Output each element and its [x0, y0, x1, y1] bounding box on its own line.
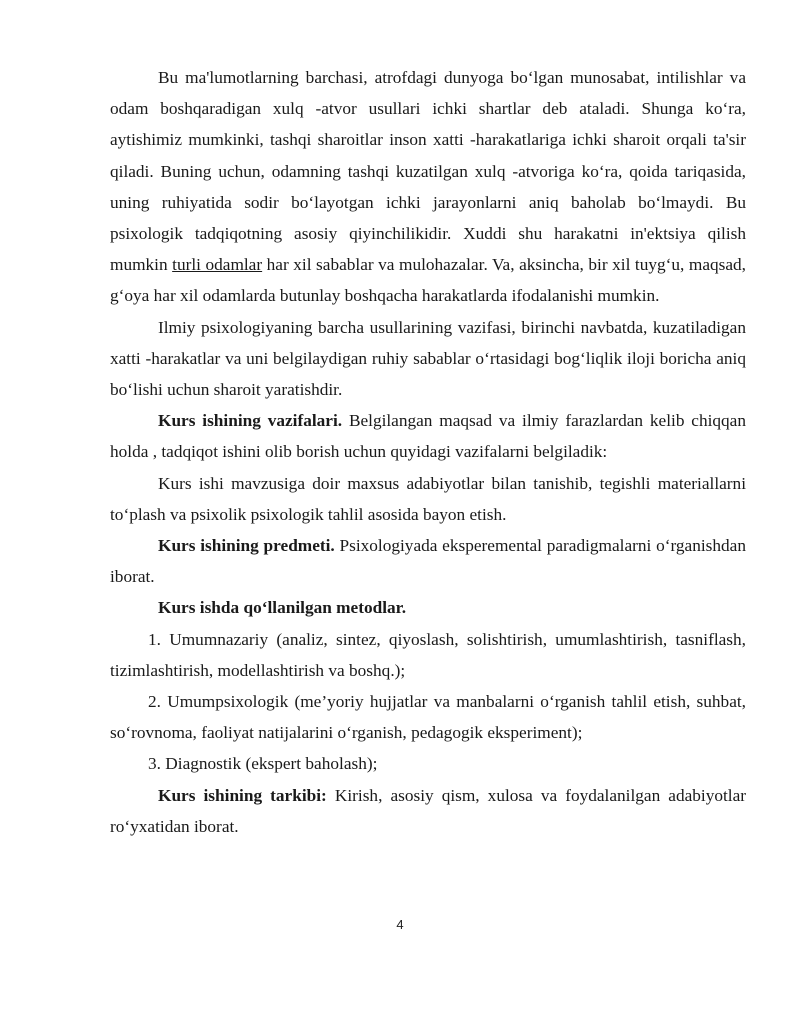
- underlined-phrase: turli odamlar: [172, 255, 263, 275]
- paragraph-text: Belgilangan maqsad va ilmiy farazlardan kelib chiqqan holda , tadqiqot ishini olib borish uchun quyidagi vazifalarni belgiladik:: [110, 411, 746, 462]
- paragraph-tasks: [110, 405, 746, 467]
- paragraph-text: Kirish, asosiy qism, xulosa va foydalanilgan adabiyotlar ro‘yxatidan iborat.: [110, 785, 747, 836]
- list-item: 2. Umumpsixologik (me’yoriy hujjatlar va manbalarni o‘rganish tahlil etish, suhbat, so‘rovnoma, faoliyat natijalarini o‘rganish, pedagogik eksperiment);: [110, 692, 746, 743]
- paragraph-subject: [110, 530, 746, 592]
- paragraph-text: Bu ma'lumotlarning barchasi, atrofdagi dunyoga bo‘lgan munosabat, intilishlar va odam boshqaradigan xulq -atvor usullari ichki shartlar deb ataladi. Shunga ko‘ra, aytishimiz mumkinki, tashqi sharoitlar inson xatti -harakatlariga ichki sharoit orqali ta'sir qiladi. Buning uchun, odamning tashqi kuzatilgan xulq -atvoriga ko‘ra, qoida tariqasida, uning ruhiyatida sodir bo‘layotgan ichki jarayonlarni aniq baholab bo‘lmaydi. Bu psixologik tadqiqotning asosiy qiyinchilikidir. Xuddi shu harakatni in'ektsiya qilish mumkin: [110, 68, 746, 275]
- document-page: [110, 62, 746, 842]
- list-item: 3. Diagnostik (ekspert baholash);: [148, 754, 378, 774]
- paragraph-task-item: Kurs ishi mavzusiga doir maxsus adabiyotlar bilan tanishib, tegishli materiallarni to‘plash va psixolik psixologik tahlil asosida bayon etish.: [110, 473, 746, 524]
- section-heading: Kurs ishining tarkibi:: [158, 785, 327, 805]
- page-number: 4: [396, 917, 404, 932]
- paragraph-structure: [110, 780, 746, 842]
- paragraph-conditions: [110, 62, 746, 312]
- paragraph-methods-purpose: Ilmiy psixologiyaning barcha usullarining vazifasi, birinchi navbatda, kuzatiladigan xatti -harakatlar va uni belgilaydigan ruhiy sabablar o‘rtasidagi bog‘liqlik iloji boricha aniq bo‘lishi uchun sharoit yaratishdir.: [110, 317, 746, 400]
- paragraph-text: har xil sabablar va mulohazalar. Va, aksincha, bir xil tuyg‘u, maqsad, g‘oya har xil odamlarda butunlay boshqacha harakatlarda ifodalanishi mumkin.: [110, 255, 746, 306]
- paragraph-text: Psixologiyada eksperemental paradigmalarni o‘rganishdan iborat.: [110, 536, 746, 587]
- section-heading-methods: Kurs ishda qo‘llanilgan metodlar.: [158, 598, 407, 618]
- list-item: 1. Umumnazariy (analiz, sintez, qiyoslash, solishtirish, umumlashtirish, tasniflash, tizimlashtirish, modellashtirish va boshq.);: [110, 629, 746, 680]
- section-heading: Kurs ishining vazifalari.: [158, 411, 343, 431]
- section-heading: Kurs ishining predmeti.: [158, 536, 335, 556]
